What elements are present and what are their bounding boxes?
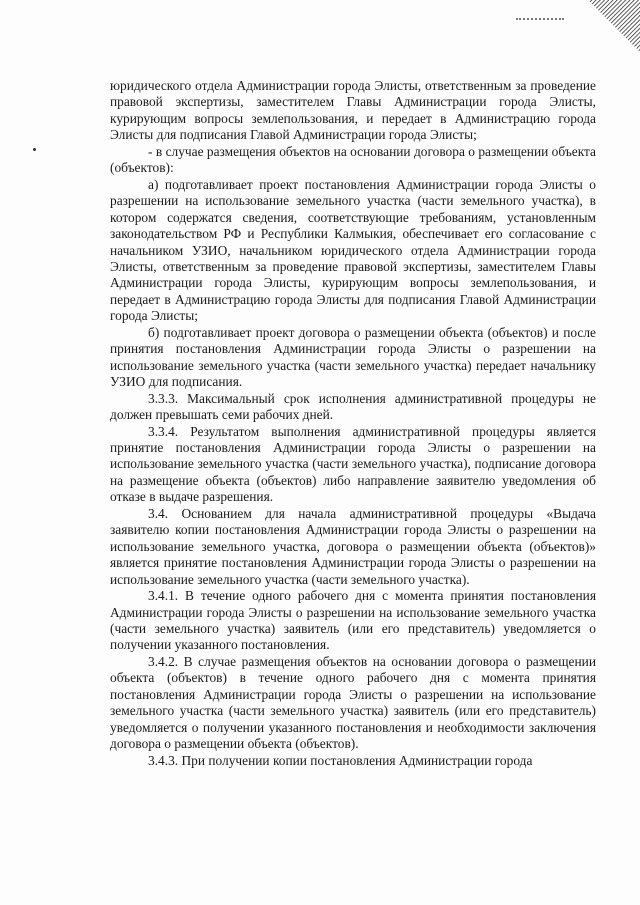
paragraph: 3.3.3. Максимальный срок исполнения административной процедуры не должен превышать семи рабочих дней.	[110, 390, 596, 423]
document-body	[110, 78, 596, 769]
scan-artifact-dots	[516, 18, 564, 23]
paragraph: 3.4.3. При получении копии постановления Администрации города	[148, 752, 533, 768]
paragraph: - в случае размещения объектов на основании договора о размещении объекта (объектов):	[110, 143, 596, 176]
paragraph: 3.4.2. В случае размещения объектов на основании договора о размещении объекта (объектов) в течение одного рабочего дня с момента принятия постановления Администрации города Элисты о разрешении на использование земельного участка (части земельного участка) заявитель (или его представитель) уведомляется о получении указанного постановления и необходимости заключения договора о размещении объекта (объектов).	[110, 653, 596, 752]
paragraph: 3.4. Основанием для начала административной процедуры «Выдача заявителю копии постановления Администрации города Элисты о разрешении на использование земельного участка, договора о размещении объекта (объектов)» является принятие постановления Администрации города Элисты о разрешении на использование земельного участка (части земельного участка).	[110, 505, 596, 587]
scan-speck	[33, 148, 36, 151]
paragraph: 3.3.4. Результатом выполнения административной процедуры является принятие постановления Администрации города Элисты о разрешении на использование земельного участка (части земельного участка), подписание договора на размещение объекта (объектов) либо направление заявителю уведомления об отказе в выдаче разрешения.	[110, 423, 596, 505]
paragraph: юридического отдела Администрации города Элисты, ответственным за проведение правовой экспертизы, заместителем Главы Администрации города Элисты, курирующим вопросы землепользования, и передает в Администрацию города Элисты для подписания Главой Администрации города Элисты;	[110, 78, 596, 143]
paragraph: 3.4.1. В течение одного рабочего дня с момента принятия постановления Администрации города Элисты о разрешении на использование земельного участка (части земельного участка) заявитель (или его представитель) уведомляется о получении указанного постановления.	[110, 588, 596, 653]
paragraph: б) подготавливает проект договора о размещении объекта (объектов) и после принятия постановления Администрации города Элисты о разрешении на использование земельного участка (части земельного участка) передает начальнику УЗИО для подписания.	[110, 324, 596, 390]
page-corner-fold	[570, 0, 640, 70]
paragraph: а) подготавливает проект постановления Администрации города Элисты о разрешении на использование земельного участка (части земельного участка), в котором содержатся сведения, соответствующие требованиям, установленным законодательством РФ и Республики Калмыкия, обеспечивает его согласование с начальником УЗИО, начальником юридического отдела Администрации города Элисты, ответственным за проведение правовой экспертизы, заместителем Главы Администрации города Элисты, курирующим вопросы землепользования, и передает в Администрацию города Элисты для подписания Главой Администрации города Элисты;	[110, 176, 596, 324]
